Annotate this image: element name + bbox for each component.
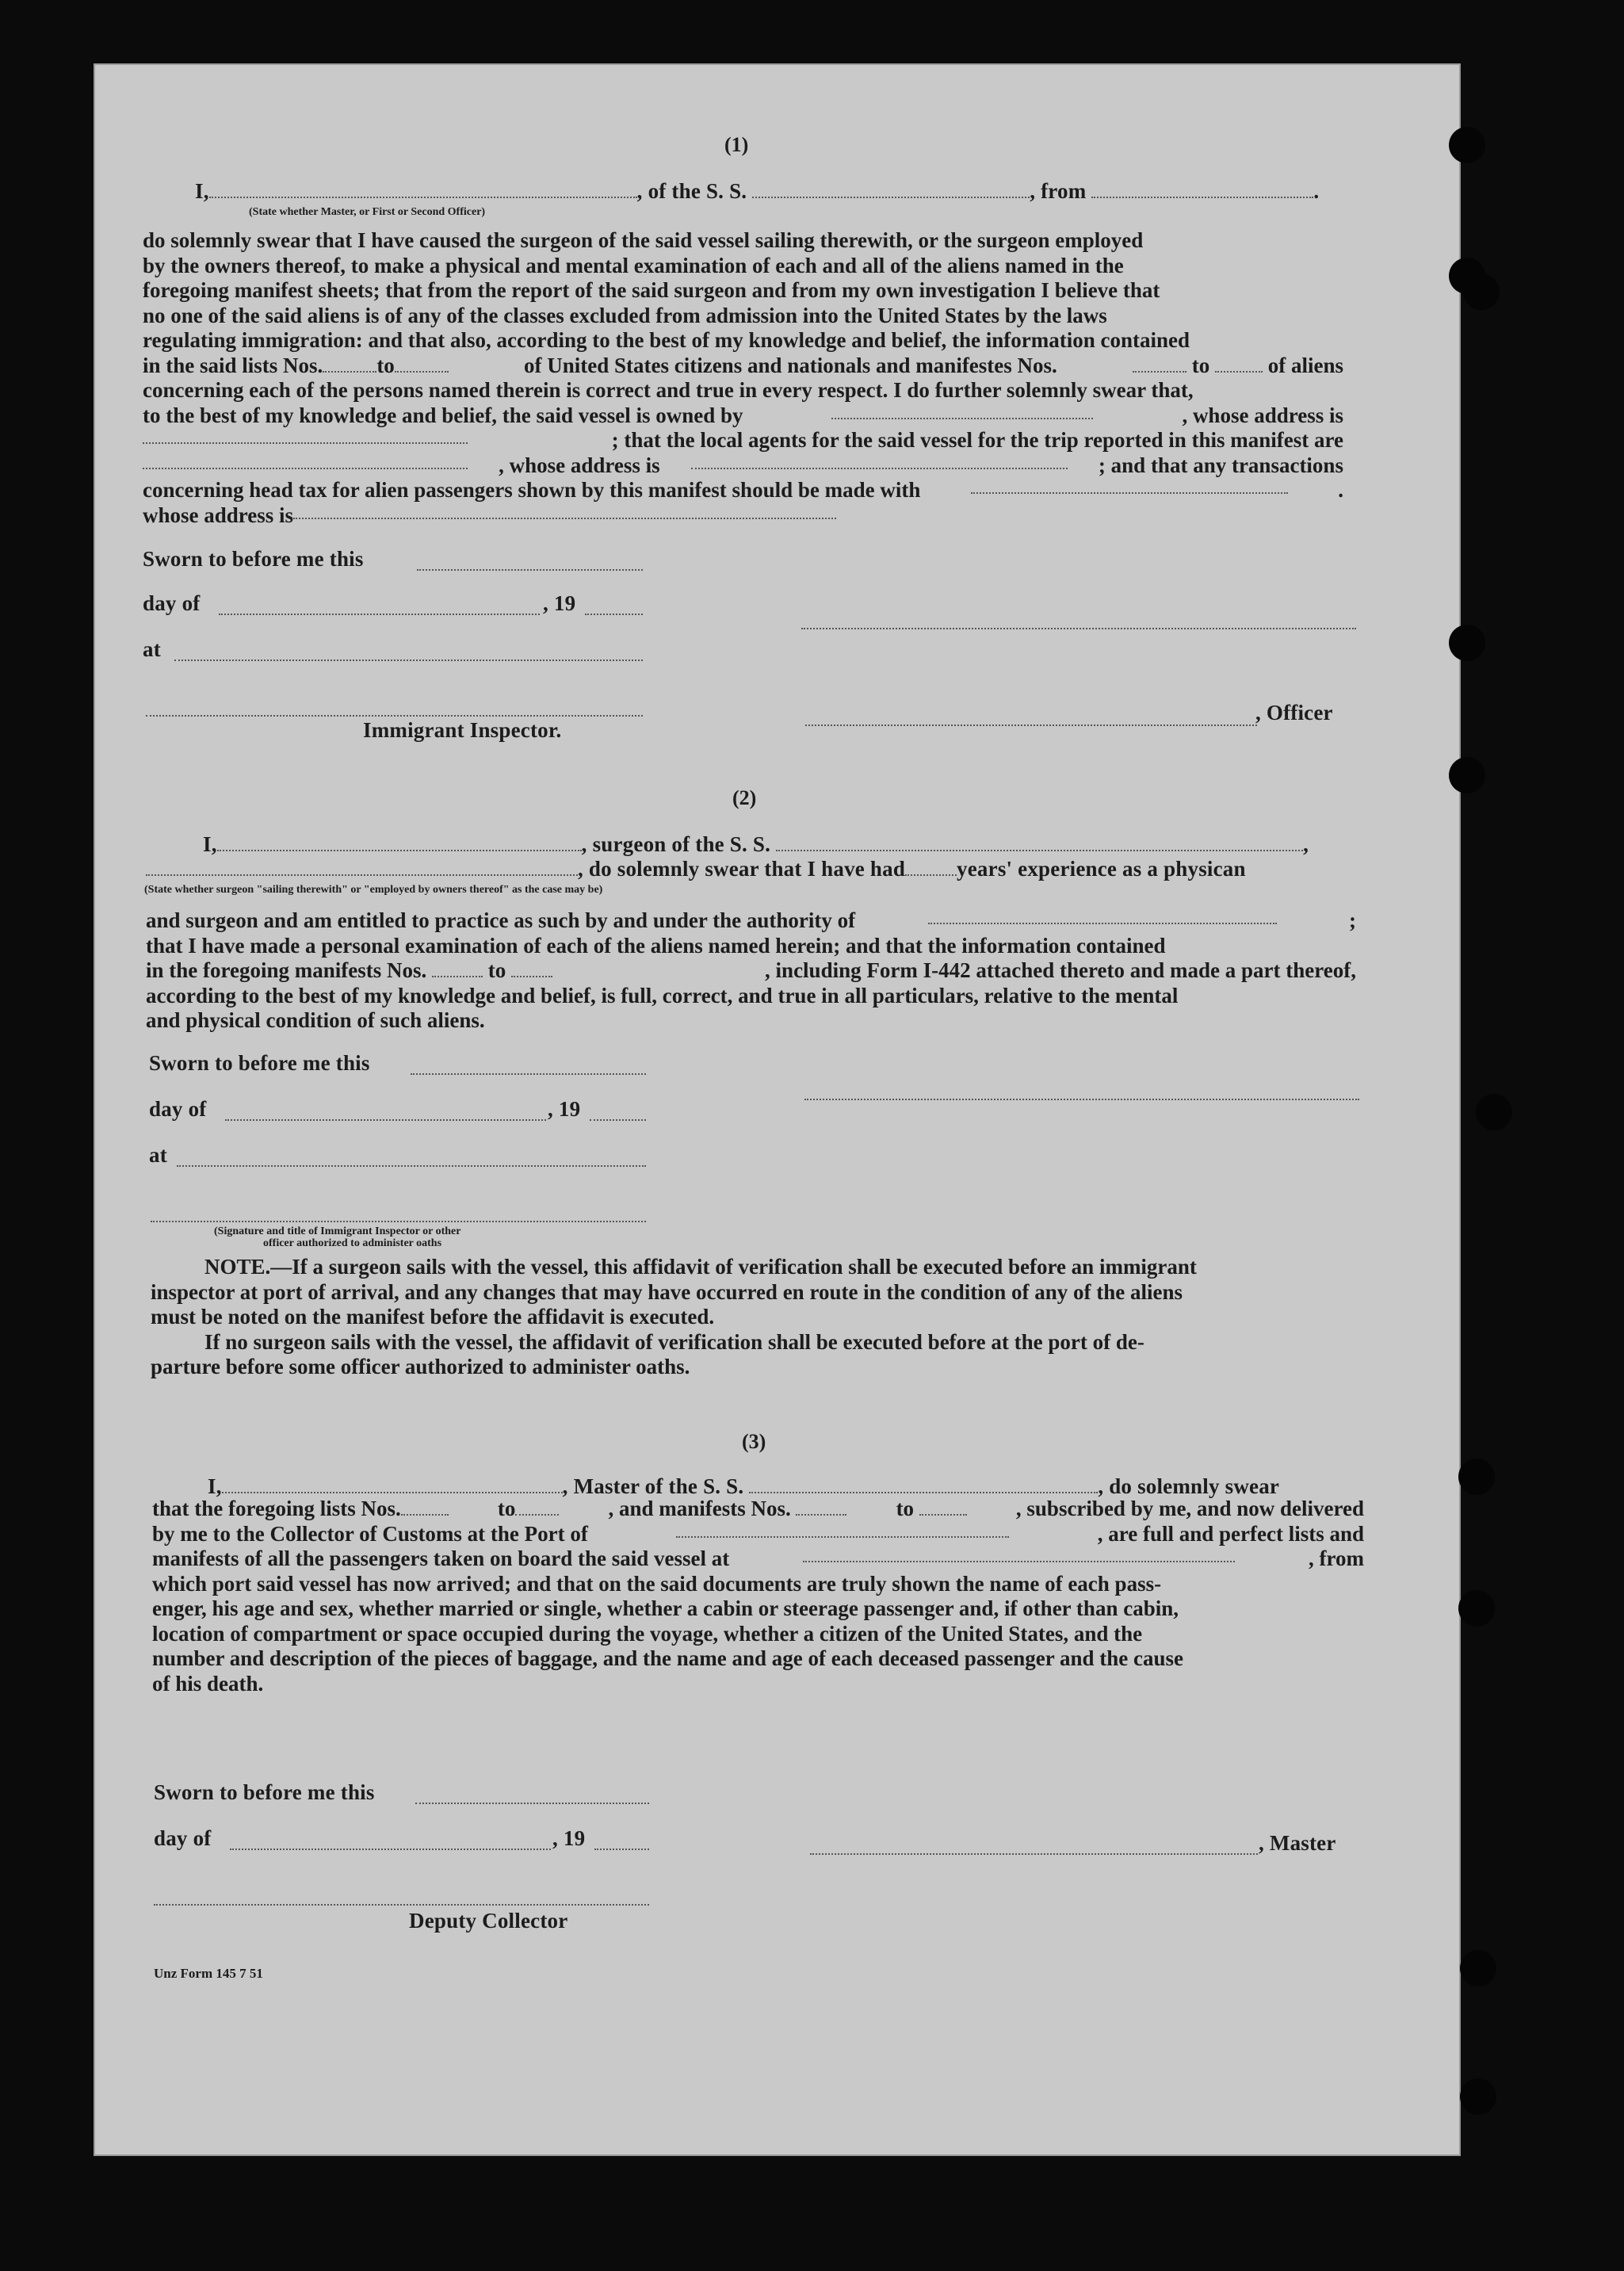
s1-text-line: regulating immigration: and that also, according to the best of my knowledge and belief, the information contained [143, 328, 1190, 352]
section-3-number: (3) [742, 1430, 766, 1453]
s2-text-line: and physical condition of such aliens. [146, 1008, 485, 1032]
s3-to-1: to [497, 1497, 516, 1520]
s3-text-line: of his death. [152, 1671, 264, 1696]
s1-signature-line[interactable] [801, 628, 1356, 629]
s3-lists-from-field[interactable] [401, 1500, 449, 1516]
s1-year-field[interactable] [585, 614, 643, 615]
s2-day-field[interactable] [225, 1119, 546, 1121]
s3-year: , 19 [552, 1826, 586, 1850]
s2-note: (State whether surgeon "sailing therewith" or "employed by owners thereof" as the case may be) [144, 884, 603, 896]
s2-form-i442: , including Form I-442 attached thereto and made a part thereof, [765, 958, 1356, 982]
s2-comma: , [1303, 832, 1309, 856]
s3-sworn-field[interactable] [415, 1803, 649, 1804]
s1-officer-name-field[interactable] [209, 182, 637, 198]
s3-lists-nos: that the foregoing lists Nos. [152, 1497, 401, 1520]
s3-year-field[interactable] [594, 1849, 649, 1850]
s1-officer: , Officer [1255, 701, 1333, 725]
s2-sworn: Sworn to before me this [149, 1051, 370, 1075]
s3-text-line: location of compartment or space occupied during the voyage, whether a citizen of the United States, and the [152, 1621, 1143, 1646]
s3-day-of: day of [154, 1826, 212, 1850]
s3-text-line: number and description of the pieces of baggage, and the name and age of each deceased passenger and the cause [152, 1646, 1184, 1670]
s1-text-line-6 [143, 354, 1343, 379]
s1-day-of: day of [143, 591, 201, 615]
s2-text-line: that I have made a personal examination of each of the aliens named herein; and that the information contained [146, 933, 1166, 958]
s3-manifests-to-field[interactable] [919, 1500, 967, 1516]
s3-boarding-port-field[interactable] [803, 1546, 1235, 1562]
s1-transactions: ; and that any transactions [1098, 453, 1343, 477]
s3-port-of: by me to the Collector of Customs at the Port of [152, 1521, 588, 1546]
punch-hole [1463, 273, 1500, 310]
s1-owned-by: to the best of my knowledge and belief, the said vessel is owned by [143, 403, 743, 427]
s3-full-perfect: , are full and perfect lists and [1097, 1521, 1364, 1546]
s1-agents-address-field[interactable] [691, 453, 1068, 469]
s2-vessel-field[interactable] [776, 835, 1303, 851]
s3-deputy-collector: Deputy Collector [409, 1909, 568, 1933]
s3-manifests-from-field[interactable] [796, 1500, 846, 1516]
s3-master-sig-line[interactable] [810, 1853, 1258, 1855]
s1-to-1: to [376, 353, 395, 377]
s1-text-line-9 [143, 428, 1343, 453]
s1-text-line: concerning each of the persons named therein is correct and true in every respect. I do further solemnly swear that, [143, 378, 1194, 402]
note-line: parture before some officer authorized to administer oaths. [151, 1355, 690, 1378]
s1-year: , 19 [543, 591, 576, 615]
s1-local-agents: ; that the local agents for the said vessel for the trip reported in this manifest are [611, 428, 1343, 452]
s3-master-name-field[interactable] [222, 1478, 563, 1493]
note-line: If no surgeon sails with the vessel, the affidavit of verification shall be executed before at the port of de- [204, 1329, 1144, 1354]
punch-hole [1460, 2078, 1496, 2115]
s3-master-of-ss: , Master of the S. S. [562, 1474, 744, 1498]
s2-sailing-status-field[interactable] [146, 860, 578, 876]
s2-signature-title-line[interactable] [151, 1221, 646, 1222]
punch-hole [1458, 1590, 1495, 1627]
s1-of-ss: , of the S. S. [636, 179, 747, 203]
s1-vessel-field[interactable] [752, 182, 1030, 198]
s2-do-solemnly: , do solemnly swear that I have had [578, 857, 906, 881]
s1-from-field[interactable] [1091, 182, 1313, 198]
punch-hole [1460, 1950, 1496, 1986]
s1-citizens-manifests: of United States citizens and nationals and manifestes Nos. [524, 353, 1057, 377]
s2-day-of: day of [149, 1097, 207, 1121]
note-line: NOTE.—If a surgeon sails with the vessel, this affidavit of verification shall be executed before an immigrant [204, 1255, 1197, 1279]
s1-end-period: . [1313, 179, 1320, 203]
s2-manifests-nos: in the foregoing manifests Nos. [146, 958, 427, 982]
s3-text-line: enger, his age and sex, whether married or single, whether a cabin or steerage passenger and, if other than cabin, [152, 1596, 1179, 1620]
note-block [151, 1255, 1361, 1380]
section-1-number: (1) [724, 133, 749, 156]
form-sheet [94, 63, 1461, 2156]
s3-day-field[interactable] [230, 1849, 551, 1850]
punch-hole [1476, 1094, 1512, 1130]
s1-paragraph [143, 228, 1343, 528]
s2-line-1 [203, 832, 1356, 857]
s1-address-is-3: whose address is [143, 503, 294, 527]
s2-authority-field[interactable] [928, 908, 1277, 924]
s1-agents-field[interactable] [143, 453, 468, 469]
s1-to-2: to [1191, 353, 1210, 377]
s2-sig-note-2: officer authorized to administer oaths [263, 1237, 442, 1249]
s3-text-line-2 [152, 1497, 1364, 1522]
s1-text-line-12 [143, 503, 1343, 529]
s1-owner-address-field[interactable] [143, 428, 468, 444]
s2-manifests-to-field[interactable] [511, 962, 552, 977]
s1-period: . [1338, 478, 1343, 502]
s1-text-line: do solemnly swear that I have caused the surgeon of the said vessel sailing therewith, or the surgeon employed [143, 228, 1144, 252]
s2-years-field[interactable] [905, 860, 957, 876]
s1-manifests-from-field[interactable] [1133, 357, 1186, 373]
s3-do-solemnly: , do solemnly swear [1098, 1474, 1280, 1498]
form-number: Unz Form 145 7 51 [154, 1966, 263, 1981]
s3-deputy-line[interactable] [154, 1904, 649, 1906]
s3-text-line-4 [152, 1546, 1364, 1572]
s1-inspector-line[interactable] [146, 715, 643, 717]
s1-from: , from [1030, 179, 1087, 203]
s2-text-line: according to the best of my knowledge and belief, is full, correct, and true in all particulars, relative to the mental [146, 983, 1179, 1007]
s1-lists-to-field[interactable] [395, 357, 449, 373]
s1-text-line: by the owners thereof, to make a physical and mental examination of each and all of the aliens named in the [143, 253, 1124, 277]
s2-paragraph [146, 908, 1356, 1034]
s2-to: to [487, 958, 506, 982]
s1-i: I, [195, 179, 209, 203]
s1-text-line-8 [143, 403, 1343, 429]
s3-port-field[interactable] [676, 1522, 1009, 1538]
s1-sworn: Sworn to before me this [143, 547, 364, 571]
punch-hole [1449, 757, 1485, 793]
s3-text-line-3 [152, 1522, 1364, 1547]
s3-master-label: , Master [1259, 1831, 1336, 1855]
s1-text-line: foregoing manifest sheets; that from the report of the said surgeon and from my own investigation I believe that [143, 278, 1160, 302]
s1-head-tax-field[interactable] [971, 478, 1288, 494]
note-line: must be noted on the manifest before the affidavit is executed. [151, 1305, 715, 1329]
s3-vessel-field[interactable] [749, 1478, 1098, 1493]
s2-year-field[interactable] [590, 1119, 646, 1121]
s1-of-aliens: of aliens [1267, 353, 1343, 377]
s3-lists-to-field[interactable] [515, 1500, 559, 1516]
section-2-number: (2) [732, 786, 757, 809]
s1-note: (State whether Master, or First or Second Officer) [249, 206, 486, 218]
s1-manifests-to-field[interactable] [1215, 357, 1263, 373]
s1-officer-line[interactable] [805, 725, 1257, 726]
s2-at: at [149, 1143, 167, 1167]
s1-day-field[interactable] [219, 614, 540, 615]
s1-text-line-10 [143, 453, 1343, 479]
s2-at-field[interactable] [177, 1165, 646, 1167]
s3-line-1 [208, 1474, 1364, 1499]
s1-lists-from-field[interactable] [323, 357, 376, 373]
s2-surgeon-of-ss: , surgeon of the S. S. [581, 832, 771, 856]
s1-lists-nos: in the said lists Nos. [143, 353, 323, 377]
punch-hole [1458, 1459, 1495, 1495]
s3-sworn: Sworn to before me this [154, 1780, 375, 1804]
s3-paragraph [152, 1497, 1364, 1696]
s3-subscribed: , subscribed by me, and now delivered [1015, 1497, 1364, 1520]
s2-i: I, [203, 832, 217, 856]
s2-line-2 [146, 857, 1246, 881]
s2-signature-line[interactable] [804, 1099, 1359, 1100]
s3-from: , from [1309, 1546, 1364, 1570]
s3-on-board-at: manifests of all the passengers taken on board the said vessel at [152, 1546, 730, 1570]
s3-manifests-nos: , and manifests Nos. [608, 1497, 791, 1520]
s3-text-line: which port said vessel has now arrived; and that on the said documents are truly shown the name of each pass- [152, 1571, 1162, 1596]
s1-immigrant-inspector: Immigrant Inspector. [363, 718, 562, 742]
s2-manifests-from-field[interactable] [432, 962, 483, 977]
s3-to-2: to [896, 1497, 915, 1520]
s2-sworn-field[interactable] [411, 1073, 646, 1075]
s1-address-is-2: , whose address is [499, 453, 660, 477]
s1-text-line-11 [143, 478, 1343, 503]
s1-line-i [195, 179, 1319, 204]
s1-sworn-field[interactable] [417, 569, 643, 571]
s2-surgeon-name-field[interactable] [217, 835, 582, 851]
punch-hole [1449, 127, 1485, 163]
note-line: inspector at port of arrival, and any changes that may have occurred en route in the condition of any of the aliens [151, 1279, 1183, 1304]
s3-i: I, [208, 1474, 222, 1498]
s1-owner-field[interactable] [831, 403, 1093, 419]
s2-authority: and surgeon and am entitled to practice as such by and under the authority of [146, 908, 856, 932]
s1-at-field[interactable] [174, 660, 643, 661]
s1-text-line: no one of the said aliens is of any of the classes excluded from admission into the United States by the laws [143, 303, 1107, 327]
s1-head-tax: concerning head tax for alien passengers shown by this manifest should be made with [143, 478, 921, 502]
punch-hole [1449, 625, 1485, 661]
s1-address-is-1: , whose address is [1182, 403, 1343, 427]
s2-text-line-5 [146, 958, 1356, 984]
s1-head-tax-address-field[interactable] [293, 503, 836, 519]
s2-text-line-3 [146, 908, 1356, 934]
s2-years-experience: years' experience as a physican [957, 857, 1246, 881]
s1-at: at [143, 637, 161, 661]
s2-year: , 19 [548, 1097, 581, 1121]
s2-semicolon: ; [1348, 908, 1356, 932]
s2-sig-note-1: (Signature and title of Immigrant Inspector or other [214, 1225, 461, 1237]
